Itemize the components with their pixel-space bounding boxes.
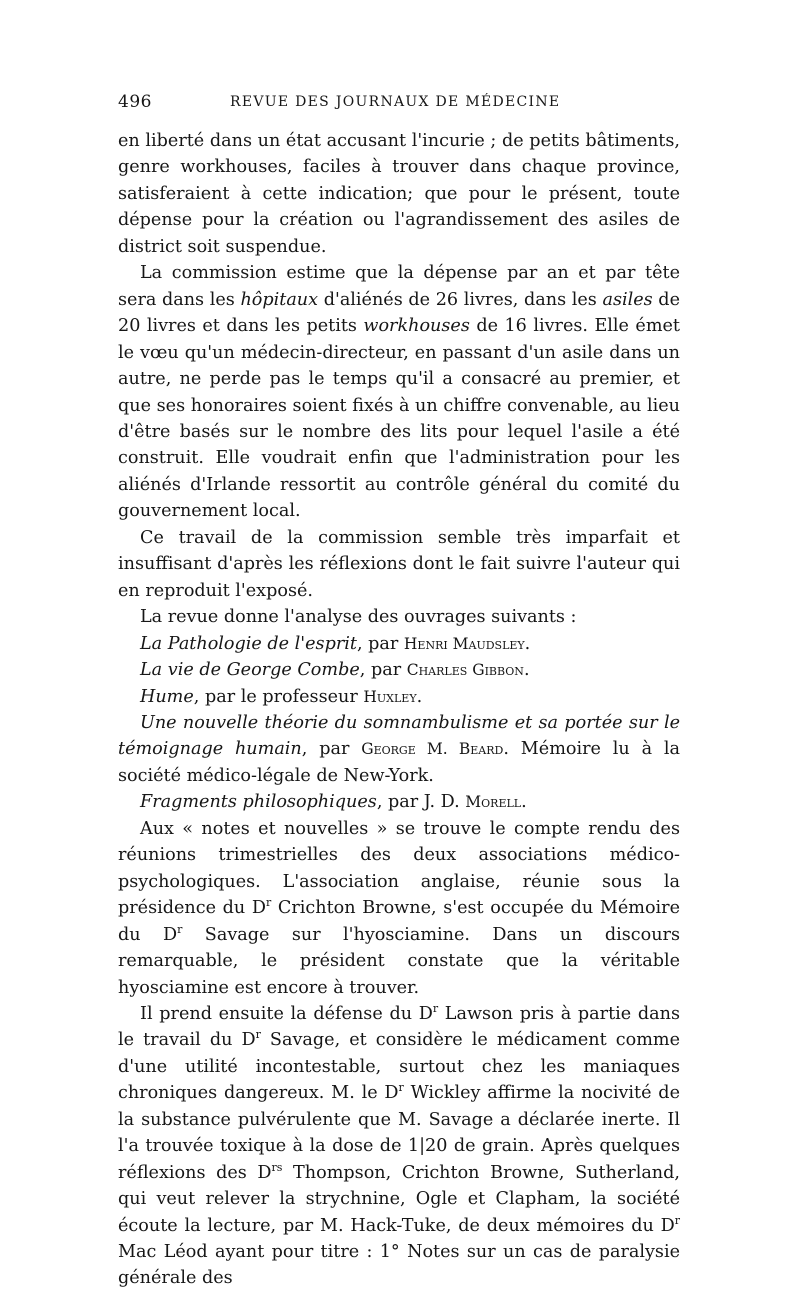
book-author: Charles Gibbon <box>406 661 524 680</box>
article-body <box>118 128 680 1292</box>
italic-term: workhouses <box>363 316 470 337</box>
book-title: La Pathologie de l'esprit <box>140 633 357 654</box>
superscript: r <box>674 1213 680 1227</box>
text-span: de 16 livres. Elle émet le vœu qu'un médecin-directeur, en passant d'un asile dans un autre, ne perde pas le temps qu'il a consacré au premier, et que ses honoraires soient fixés à un chiffre convenable, au lieu d'être basés sur le nombre des lits pour lequel l'asile a été construit. Elle voudrait enfin que l'administration pour les aliénés d'Irlande ressortit au contrôle général du comité du gouvernement local. <box>118 316 681 522</box>
book-reference <box>118 684 680 710</box>
superscript: rs <box>271 1160 283 1174</box>
book-reference <box>118 789 680 815</box>
text-span: Aux « notes et nouvelles » se trouve le compte rendu des réunions trimestrielles des deux associations médico-psychologiques. L'association anglaise, réunie sous la présidence du D <box>118 818 680 919</box>
paragraph-2 <box>118 260 680 525</box>
text-span: d'aliénés de 26 livres, dans les <box>318 289 603 310</box>
superscript: r <box>255 1028 261 1042</box>
book-title: Hume <box>140 686 194 707</box>
book-author: Huxley <box>363 687 417 706</box>
paragraph-1: en liberté dans un état accusant l'incurie ; de petits bâtiments, genre workhouses, faciles à trouver dans chaque province, satisferaient à cette indication; que pour le présent, toute dépense pour la création ou l'agrandissement des asiles de district soit suspendue. <box>118 131 680 257</box>
text-span: Wickley affirme la nocivité de la substance pulvérulente que M. Savage a déclarée inerte. Il l'a trouvée toxique à la dose de 1|20 de grain. Après quelques réflexions des D <box>118 1083 680 1183</box>
text-span: Savage, et considère le médicament comme d'une utilité incontestable, surtout chez les maniaques chroniques dangereux. M. le D <box>118 1030 680 1104</box>
text-span: Crichton Browne, s'est occupée du Mémoire du D <box>118 898 680 945</box>
book-title: Fragments philosophiques <box>140 792 377 813</box>
paragraph-4: La revue donne l'analyse des ouvrages suivants : <box>140 607 577 628</box>
text-span: , par le professeur <box>193 686 364 707</box>
text-span: Mac Léod ayant pour titre : 1° Notes sur un cas de paralysie générale des <box>118 1242 680 1289</box>
paragraph-3: Ce travail de la commission semble très imparfait et insuffisant d'après les réflexions dont le fait suivre l'auteur qui en reproduit l'exposé. <box>118 527 680 601</box>
text-span: , par <box>356 633 404 654</box>
book-reference <box>118 631 680 657</box>
paragraph-5 <box>118 816 680 1001</box>
text-span: . <box>416 686 423 707</box>
text-span: La commission estime que la dépense par an et par tête sera dans les <box>118 263 680 310</box>
superscript: r <box>266 896 272 910</box>
page <box>118 92 680 1292</box>
superscript: r <box>177 922 183 936</box>
text-span: . <box>523 660 530 681</box>
text-span: de 20 livres et dans les petits <box>118 289 680 337</box>
book-author: Morell <box>465 793 522 812</box>
book-author: Henri Maudsley <box>403 634 525 653</box>
italic-term: hôpitaux <box>240 289 319 310</box>
superscript: r <box>398 1081 404 1095</box>
text-span: . Mémoire lu à la société médico-légale de New-York. <box>118 739 681 786</box>
superscript: r <box>432 1002 439 1016</box>
text-span: . <box>524 633 531 654</box>
text-span: Thompson, Crichton Browne, Sutherland, qui veut relever la strychnine, Ogle et Clapham, la société écoute la lecture, par M. Hack-Tuke, de deux mémoires du D <box>118 1162 680 1236</box>
text-span: , par <box>301 739 362 760</box>
text-span: . <box>521 792 527 813</box>
text-span: Savage sur l'hyosciamine. Dans un discours remarquable, le président constate que la véritable hyosciamine est encore à trouver. <box>118 924 680 998</box>
text-span: Lawson pris à partie dans le travail du D <box>118 1003 680 1051</box>
page-header <box>118 92 680 118</box>
text-span: , par J. D. <box>376 792 466 813</box>
page-number: 496 <box>118 92 152 112</box>
text-span: , par <box>359 660 407 681</box>
italic-term: asiles <box>602 289 653 310</box>
book-reference <box>118 710 680 789</box>
running-title: REVUE DES JOURNAUX DE MÉDECINE <box>230 94 561 110</box>
paragraph-6 <box>118 1001 680 1292</box>
text-span: Il prend ensuite la défense du D <box>140 1003 433 1024</box>
book-author: George M. Beard <box>361 740 504 759</box>
book-reference <box>118 657 680 683</box>
book-title: Une nouvelle théorie du somnambulisme et sa portée sur le témoignage humain <box>118 712 680 760</box>
book-title: La vie de George Combe <box>140 660 360 681</box>
